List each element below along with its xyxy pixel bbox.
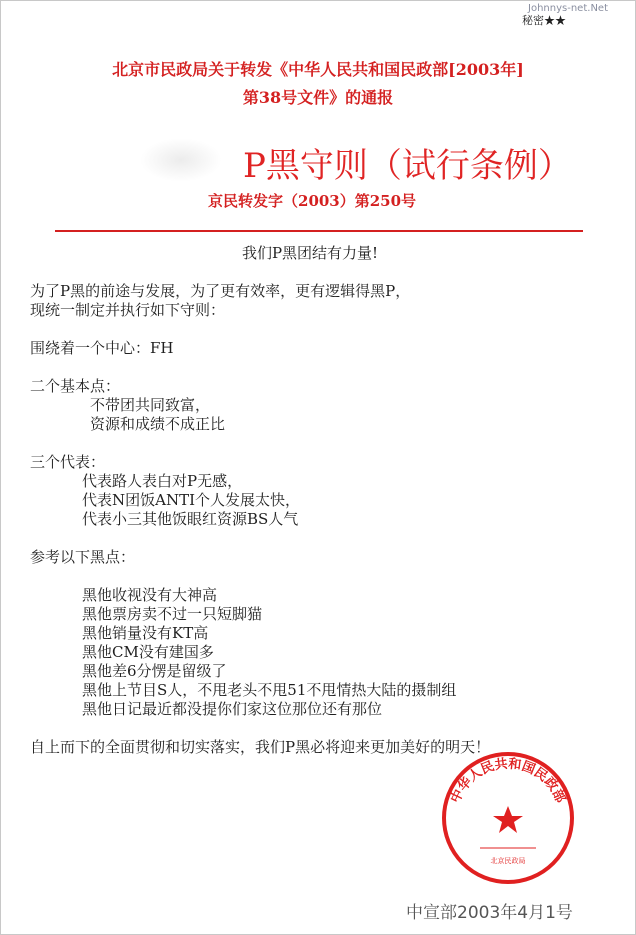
header-title-line-2: 第38号文件》的通报: [242, 88, 394, 107]
represents-heading: 三个代表：: [30, 453, 106, 471]
intro-line-2: 现统一制定并执行如下守则：: [30, 301, 226, 319]
center-line: 围绕着一个中心：FH: [30, 339, 174, 357]
basic-point-item: 不带团共同致富，: [90, 396, 211, 414]
official-seal: [438, 748, 578, 888]
closing-line: 自上而下的全面贯彻和切实落实，我们P黑必将迎来更加美好的明天！: [30, 738, 491, 756]
black-point-item: 黑他CM没有建国多: [82, 643, 214, 661]
black-point-item: 黑他票房卖不过一只短脚猫: [82, 605, 263, 623]
seal-bottom-text: 北京民政局: [490, 857, 526, 865]
red-divider: [55, 230, 583, 232]
represent-item: 代表N团饭ANTI个人发展太快，: [82, 491, 301, 509]
black-point-item: 黑他日记最近都没提你们家这位那位还有那位: [82, 700, 383, 718]
seal-star-icon: [493, 806, 523, 833]
black-point-item: 黑他收视没有大神高: [82, 586, 218, 604]
blurred-area: [140, 138, 222, 182]
black-point-item: 黑他销量没有KT高: [82, 624, 209, 642]
black-point-item: 黑他上节目S人，不甩老头不甩51不甩情热大陆的摄制组: [82, 681, 457, 699]
black-points-heading: 参考以下黑点：: [30, 548, 136, 566]
intro-line-1: 为了P黑的前途与发展，为了更有效率，更有逻辑得黑P，: [30, 282, 411, 300]
document-title: P黑守则（试行条例）: [243, 146, 572, 186]
watermark: Johnnys-net.Net: [528, 3, 608, 14]
signature-date: 中宣部2003年4月1号: [406, 903, 573, 923]
classification-mark: 秘密★★: [522, 14, 566, 27]
document-body: [30, 244, 630, 757]
seal-ring-text: 中华人民共和国民政部: [448, 756, 568, 806]
header-title: [0, 56, 636, 112]
basic-points-heading: 二个基本点：: [30, 377, 121, 395]
represent-item: 代表路人表白对P无感，: [82, 472, 243, 490]
represent-item: 代表小三其他饭眼红资源BS人气: [82, 510, 299, 528]
document-number: 京民转发字（2003）第250号: [208, 192, 417, 210]
header-title-line-1: 北京市民政局关于转发《中华人民共和国民政部[2003年]: [112, 60, 524, 79]
basic-point-item: 资源和成绩不成正比: [90, 415, 226, 433]
slogan: 我们P黑团结有力量!: [241, 244, 379, 262]
black-point-item: 黑他差6分愣是留级了: [82, 662, 227, 680]
